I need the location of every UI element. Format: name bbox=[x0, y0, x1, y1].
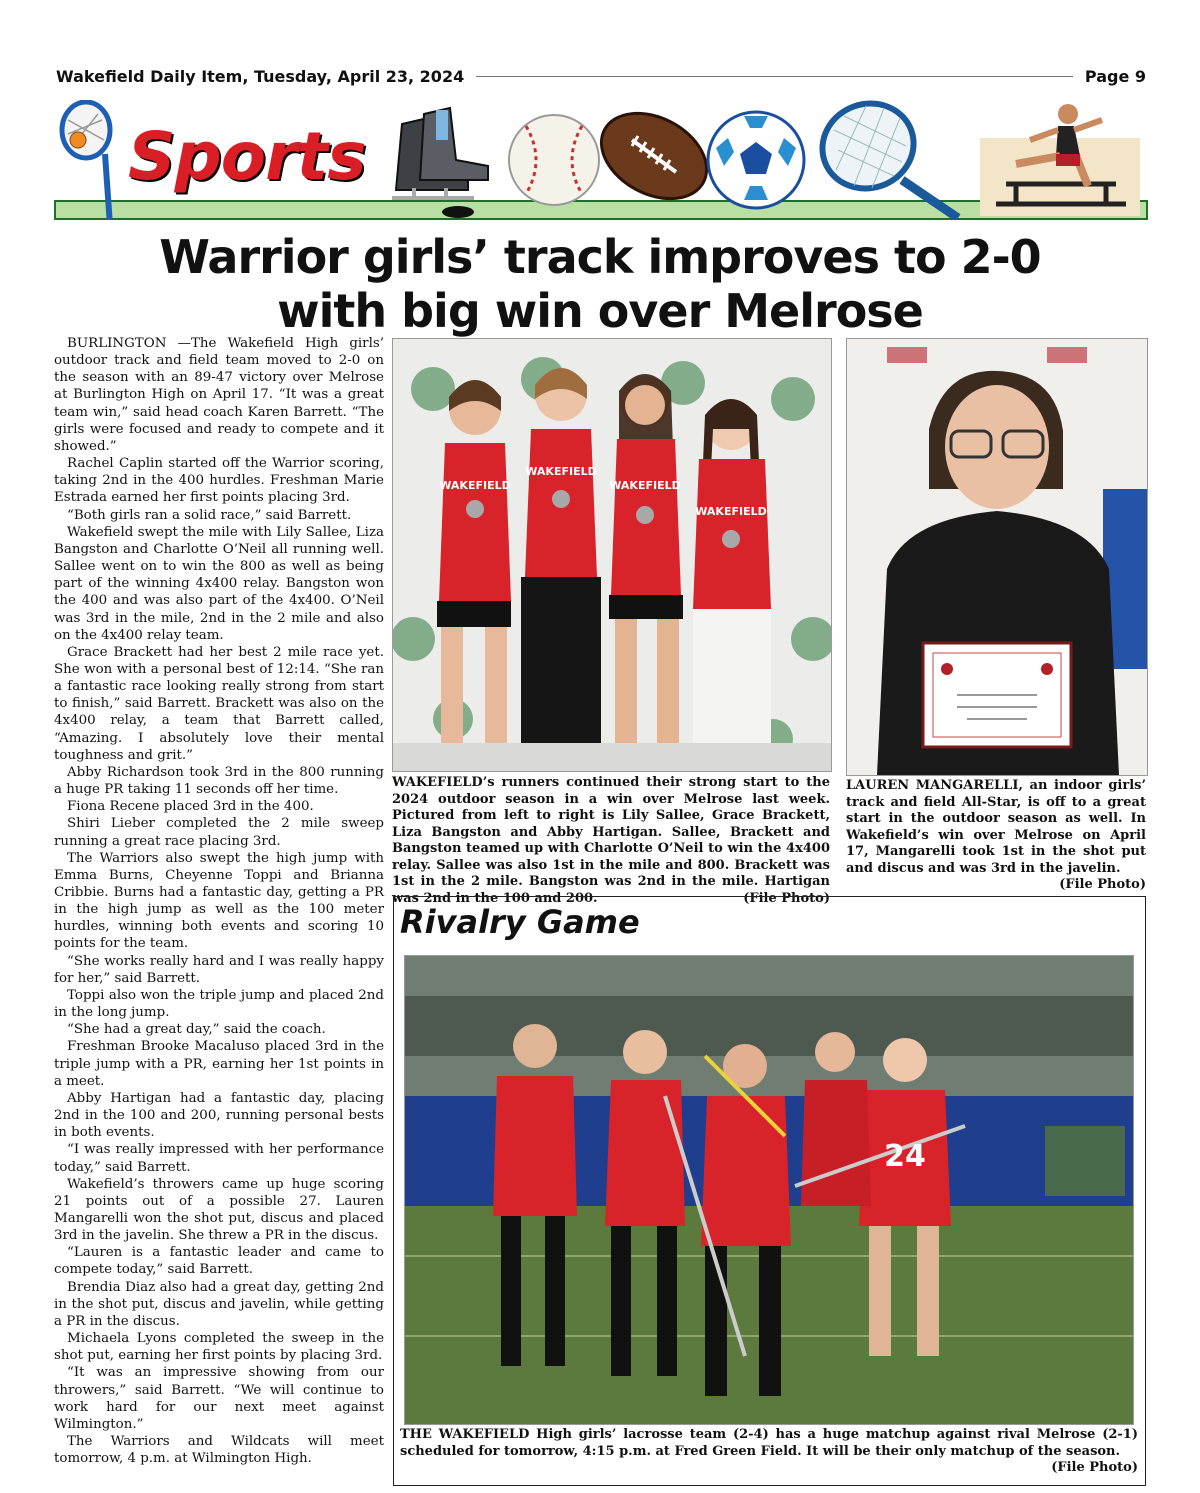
runners-caption bbox=[392, 775, 830, 907]
article-paragraph: Grace Brackett had her best 2 mile race yet. She won with a personal best of 12:14. “She ran a fantastic race looking really strong from start to finish,” said Barrett. Brackett was also on the 4x400 relay, a team that Barrett called, “Amazing. I absolutely love their mental toughness and grit.” bbox=[54, 644, 384, 763]
jersey-number: 24 bbox=[884, 1139, 926, 1174]
folio-rule bbox=[476, 76, 1073, 77]
lacrosse-caption bbox=[400, 1427, 1138, 1477]
article-body bbox=[54, 335, 384, 1467]
baseball-icon bbox=[506, 112, 602, 208]
lacrosse-photo bbox=[404, 955, 1134, 1425]
jersey-label: WAKEFIELD bbox=[609, 479, 681, 492]
article-paragraph: Abby Richardson took 3rd in the 800 running a huge PR taking 11 seconds off her time. bbox=[54, 764, 384, 798]
lacrosse-photo-image bbox=[405, 956, 1133, 1424]
photo-credit: (File Photo) bbox=[743, 890, 830, 906]
lacrosse-caption-text: THE WAKEFIELD High girls’ lacrosse team (2-4) has a huge matchup against rival Melrose (2-1) scheduled for tomorrow, 4:15 p.m. at Fred Green Field. It will be their only matchup of the season. bbox=[400, 1427, 1138, 1459]
folio-page: Page 9 bbox=[1084, 66, 1146, 86]
runners-photo-image bbox=[393, 339, 831, 771]
jersey-label: WAKEFIELD bbox=[695, 505, 767, 518]
lacrosse-stick-icon bbox=[58, 100, 128, 224]
article-paragraph: The Warriors and Wildcats will meet tomorrow, 4 p.m. at Wilmington High. bbox=[54, 1434, 384, 1467]
article-paragraph: Brendia Diaz also had a great day, getting 2nd in the shot put, discus and javelin, while getting a PR in the discus. bbox=[54, 1279, 384, 1329]
folio-left: Wakefield Daily Item, Tuesday, April 23, 2024 bbox=[56, 66, 465, 86]
folio bbox=[56, 64, 1146, 88]
sports-title: Sports bbox=[128, 118, 366, 195]
hockey-skates-icon bbox=[384, 104, 496, 222]
photo-credit: (File Photo) bbox=[1059, 877, 1146, 892]
football-icon bbox=[594, 104, 714, 208]
article-paragraph: “Both girls ran a solid race,” said Barrett. bbox=[67, 507, 352, 523]
article-paragraph: “She had a great day,” said the coach. bbox=[67, 1022, 326, 1038]
mangarelli-caption-text: LAUREN MANGARELLI, an indoor girls’ track and field All-Star, is off to a great start in the outdoor season as well. In Wakefield’s win over Melrose on April 17, Mangarelli took 1st in the shot put and discus and was 3rd in the javelin. bbox=[846, 778, 1146, 876]
mangarelli-photo-image bbox=[847, 339, 1147, 775]
headline bbox=[60, 230, 1140, 338]
hurdler-icon bbox=[976, 100, 1144, 218]
article-paragraph: “Lauren is a fantastic leader and came to compete today,” said Barrett. bbox=[54, 1245, 384, 1278]
sports-banner bbox=[54, 100, 1148, 225]
tennis-racket-icon bbox=[814, 100, 964, 220]
mangarelli-caption bbox=[846, 778, 1146, 894]
headline-line-2: with big win over Melrose bbox=[277, 284, 923, 338]
rivalry-title: Rivalry Game bbox=[400, 903, 640, 941]
article-paragraph: BURLINGTON —The Wakefield High girls’ outdoor track and field team moved to 2-0 on the season with an 89-47 victory over Melrose at Burlington High on April 17. “It was a great team win,” said head coach Karen Barrett. “The girls were focused and ready to compete and it showed.” bbox=[54, 336, 384, 454]
article-paragraph: “She works really hard and I was really happy for her,” said Barrett. bbox=[54, 953, 384, 986]
jersey-label: WAKEFIELD bbox=[439, 479, 511, 492]
photo-credit: (File Photo) bbox=[1051, 1460, 1138, 1475]
jersey-label: WAKEFIELD bbox=[525, 465, 597, 478]
article-paragraph: Shiri Lieber completed the 2 mile sweep running a great race placing 3rd. bbox=[54, 816, 384, 849]
soccer-ball-icon bbox=[704, 108, 808, 212]
runners-caption-text: WAKEFIELD’s runners continued their strong start to the 2024 outdoor season in a win over Melrose last week. Pictured from left to right is Lily Sallee, Grace Brackett, Liza Bangston and Abby Hartigan. Sallee, Brackett and Bangston teamed up with Charlotte O’Neil to win the 4x400 relay. Sallee was also 1st in the mile and 800. Brackett was 1st in the 2 mile. Bangston was 2nd in the mile. Hartigan was 2nd in the 100 and 200. bbox=[392, 775, 830, 906]
article-paragraph: Freshman Brooke Macaluso placed 3rd in the triple jump with a PR, earning her 1st points in a meet. bbox=[54, 1039, 384, 1089]
article-paragraph: Wakefield swept the mile with Lily Sallee, Liza Bangston and Charlotte O’Neil all running well. Sallee went on to win the 800 as well as being part of the winning 4x400 relay. Bangston won the 400 and was also part of the 4x400. O’Neil was 3rd in the mile, 2nd in the 2 mile and also on the 4x400 relay team. bbox=[54, 524, 384, 643]
article-paragraph: Wakefield’s throwers came up huge scoring 21 points out of a possible 27. Lauren Mangarelli won the shot put, discus and placed 3rd in the javelin. She threw a PR in the discus. bbox=[54, 1176, 384, 1244]
article-paragraph: “It was an impressive showing from our throwers,” said Barrett. “We will continue to work hard for our next meet against Wilmington.” bbox=[54, 1365, 384, 1432]
article-paragraph: Toppi also won the triple jump and placed 2nd in the long jump. bbox=[54, 987, 384, 1021]
article-paragraph: Rachel Caplin started off the Warrior scoring, taking 2nd in the 400 hurdles. Freshman Marie Estrada earned her first points placing 3rd. bbox=[54, 456, 384, 506]
article-paragraph: The Warriors also swept the high jump with Emma Burns, Cheyenne Toppi and Brianna Cribbie. Burns had a fantastic day, getting a PR in the high jump as well as the 100 meter hurdles, winning both events and scoring 10 points for the team. bbox=[54, 850, 384, 952]
rivalry-game-box bbox=[393, 896, 1146, 1486]
runners-photo bbox=[392, 338, 832, 772]
headline-line-1: Warrior girls’ track improves to 2-0 bbox=[159, 230, 1041, 284]
mangarelli-photo bbox=[846, 338, 1148, 776]
article-paragraph: Fiona Recene placed 3rd in the 400. bbox=[67, 799, 314, 815]
article-paragraph: Abby Hartigan had a fantastic day, placing 2nd in the 100 and 200, running personal bests in both events. bbox=[54, 1090, 384, 1141]
article-paragraph: “I was really impressed with her performance today,” said Barrett. bbox=[54, 1142, 384, 1175]
article-paragraph: Michaela Lyons completed the sweep in the shot put, earning her first points by placing 3rd. bbox=[54, 1331, 384, 1364]
